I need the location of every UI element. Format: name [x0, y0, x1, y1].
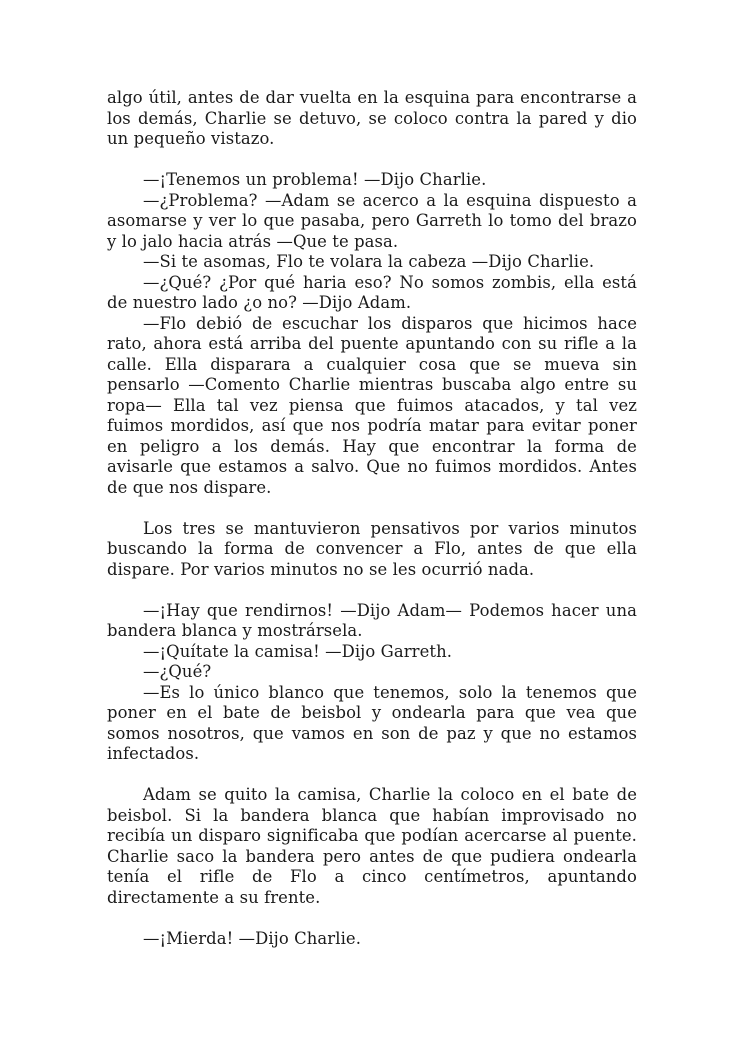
dialogue-line: —¿Qué? ¿Por qué haria eso? No somos zombis, ella está de nuestro lado ¿o no? —Dijo Adam.: [107, 272, 637, 312]
dialogue-line: —¡Tenemos un problema! —Dijo Charlie.: [143, 170, 487, 189]
dialogue-line: —¡Mierda! —Dijo Charlie.: [143, 928, 362, 948]
dialogue-line: —¿Qué?: [143, 662, 212, 681]
paragraph: Los tres se mantuvieron pensativos por varios minutos buscando la forma de convencer a Flo, antes de que ella dispare. Por varios minutos no se les ocurrió nada.: [107, 518, 637, 579]
paragraph: Adam se quito la camisa, Charlie la coloco en el bate de beisbol. Si la bandera blanca que habían improvisado no recibía un disparo significaba que podían acercarse al puente. Charlie saco la bandera pero antes de que pudiera ondearla tenía el rifle de Flo a cinco centímetros, apuntando directamente a su frente.: [107, 785, 637, 907]
dialogue-line: —¿Problema? —Adam se acerco a la esquina dispuesto a asomarse y ver lo que pasaba, pero Garreth lo tomo del brazo y lo jalo hacia atrás —Que te pasa.: [107, 190, 637, 251]
dialogue-line: —¡Quítate la camisa! —Dijo Garreth.: [143, 641, 453, 661]
dialogue-line: —¡Hay que rendirnos! —Dijo Adam— Podemos hacer una bandera blanca y mostrársela.: [107, 600, 637, 640]
paragraph: algo útil, antes de dar vuelta en la esquina para encontrarse a los demás, Charlie se detuvo, se coloco contra la pared y dio un pequeño vistazo.: [107, 88, 637, 148]
dialogue-line: —Flo debió de escuchar los disparos que hicimos hace rato, ahora está arriba del puente apuntando con su rifle a la calle. Ella disparara a cualquier cosa que se mueva sin pensarlo —Comento Charlie mientras buscaba algo entre su ropa— Ella tal vez piensa que fuimos atacados, y tal vez fuimos mordidos, así que nos podría matar para evitar poner en peligro a los demás. Hay que encontrar la forma de avisarle que estamos a salvo. Que no fuimos mordidos. Antes de que nos dispare.: [107, 313, 637, 497]
body-text: [107, 88, 637, 949]
dialogue-line: —Es lo único blanco que tenemos, solo la tenemos que poner en el bate de beisbol y ondearla para que vea que somos nosotros, que vamos en son de paz y que no estamos infectados.: [107, 682, 637, 763]
dialogue-line: —Si te asomas, Flo te volara la cabeza —Dijo Charlie.: [143, 252, 595, 271]
